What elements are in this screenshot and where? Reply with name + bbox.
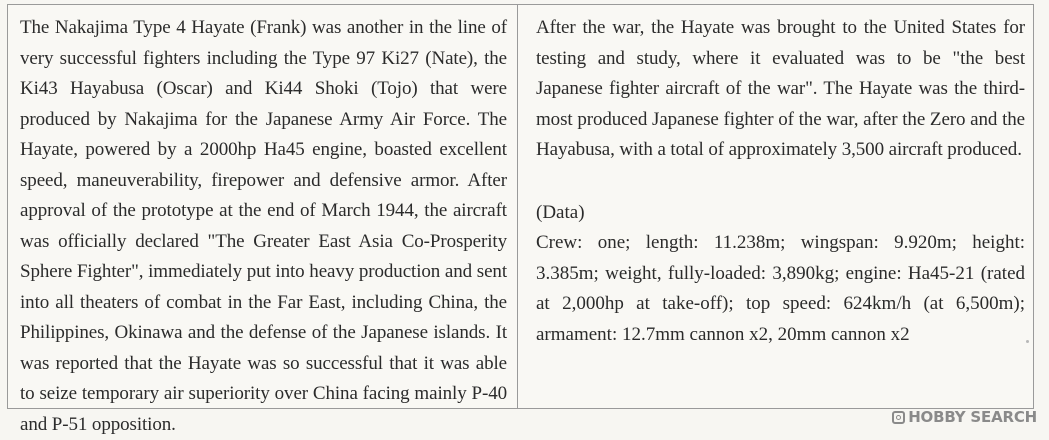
history-paragraph: The Nakajima Type 4 Hayate (Frank) was another in the line of very successful fighters including the Type 97 Ki27 (Nate), the Ki43 Hayabusa (Oscar) and Ki44 Shoki (Tojo) that were produced by Nakajima for the Japanese Army Air Force. The Hayate, powered by a 2000hp Ha45 engine, boasted excellent speed, maneuverability, firepower and defensive armor. After approval of the prototype at the end of March 1944, the aircraft was officially declared "The Greater East Asia Co-Prosperity Sphere Fighter", immediately put into heavy production and sent into all theaters of combat in the Far East, including China, the Philippines, Okinawa and the defense of the Japanese islands. It was reported that the Hayate was so successful that it was able to seize temporary air superiority over China facing mainly P-40 and P-51 opposition. (20, 17, 507, 435)
specifications-text: Crew: one; length: 11.238m; wingspan: 9.920m; height: 3.385m; weight, fully-loaded: 3,890kg; engine: Ha45-21 (rated at 2,000hp at take-off); top speed: 624km/h (at 6,500m); armament: 12.7mm cannon x2, 20mm cannon x2 (536, 232, 1025, 345)
watermark (892, 408, 1037, 426)
right-column (518, 5, 1033, 408)
scan-dot (1026, 340, 1029, 343)
watermark-text: HOBBY SEARCH (908, 408, 1037, 426)
hobby-search-logo-icon (892, 411, 905, 424)
postwar-paragraph: After the war, the Hayate was brought to the United States for testing and study, where it evaluated was to be "the best Japanese fighter aircraft of the war". The Hayate was the third-most produced Japanese fighter of the war, after the Zero and the Hayabusa, with a total of approximately 3,500 aircraft produced. (536, 17, 1025, 160)
data-heading: (Data) (536, 201, 585, 223)
left-column (8, 5, 518, 435)
